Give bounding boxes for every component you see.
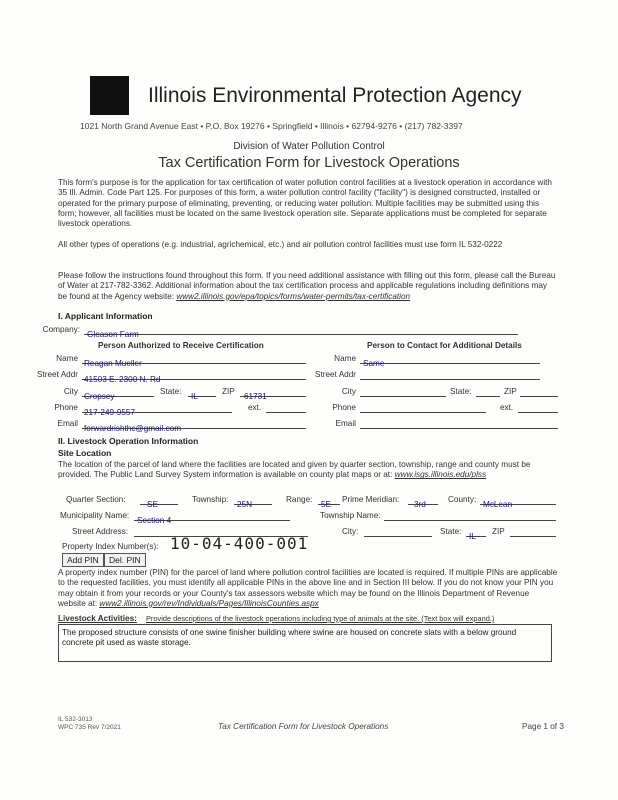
footer-page-number: Page 1 of 3 — [522, 722, 564, 731]
pin-description-text: A property index number (PIN) for the parcel of land where pollution control facilities are located is required. If multiple PINs are applicable to the requested facilities, you must identify all applicable PINs in the above line and in Section III below. If you do not know your PIN you may obtain it from your records or your County's tax assessors website which may be found on the Illinois Department of Revenue website at: — [58, 568, 558, 608]
county-field[interactable] — [480, 494, 556, 509]
county-label: County: — [448, 495, 477, 504]
site-zip-label: ZIP — [492, 527, 505, 536]
left-state-label: State: — [160, 387, 182, 396]
contact-person-heading: Person to Contact for Additional Details — [367, 341, 522, 350]
livestock-activities-hint: Provide descriptions of the livestock operations including type of animals at the site. (Text box will expand.) — [146, 614, 495, 623]
left-phone-label: Phone — [54, 403, 78, 412]
township-name-label: Township Name: — [320, 511, 381, 520]
agency-logo — [90, 76, 129, 115]
illinois-counties-link[interactable]: www2.illinois.gov/rev/Individuals/Pages/IllinoisCounties.aspx — [99, 598, 319, 608]
prime-meridian-value: 3rd — [414, 500, 426, 509]
authorized-person-heading: Person Authorized to Receive Certification — [98, 341, 264, 350]
left-street-field[interactable] — [82, 369, 306, 384]
left-ext-label: ext. — [248, 403, 262, 412]
footer-revision: WPC 735 Rev 7/2021 — [58, 724, 121, 731]
form-title: Tax Certification Form for Livestock Operations — [158, 155, 460, 171]
add-pin-button[interactable]: Add PIN — [62, 553, 104, 567]
right-email-label: Email — [335, 419, 356, 428]
range-label: Range: — [286, 495, 313, 504]
left-phone-value: 217-249-9557 — [84, 408, 135, 417]
right-ext-field[interactable] — [518, 402, 558, 413]
municipality-label: Municipality Name: — [60, 511, 130, 520]
right-city-label: City — [341, 387, 356, 396]
livestock-activities-text: The proposed structure consists of one swine finisher building where swine are housed on concrete slats with a below ground concrete pit used as waste storage. — [62, 628, 517, 647]
left-zip-field[interactable] — [240, 386, 306, 401]
street-address-label: Street Address: — [72, 527, 128, 536]
left-ext-field[interactable] — [266, 402, 306, 413]
section-2-heading: II. Livestock Operation Information — [58, 436, 199, 446]
tax-certification-link[interactable]: www2.illinois.gov/epa/topics/forms/water-permits/tax-certification — [176, 291, 411, 301]
right-email-field[interactable] — [360, 418, 558, 429]
right-zip-field[interactable] — [520, 386, 558, 397]
division-name: Division of Water Pollution Control — [233, 141, 385, 152]
right-phone-label: Phone — [332, 403, 356, 412]
right-state-field[interactable] — [476, 386, 500, 397]
section-1-heading: I. Applicant Information — [58, 311, 153, 321]
intro-paragraph-3 — [58, 271, 558, 302]
prime-meridian-field[interactable] — [408, 494, 438, 509]
pin-description — [58, 568, 558, 609]
left-city-value: Cropsey — [84, 392, 115, 401]
agency-name: Illinois Environmental Protection Agency — [148, 84, 522, 107]
company-label: Company: — [42, 325, 80, 334]
right-street-label: Street Addr — [315, 370, 356, 379]
footer-form-number: IL 532-3013 — [58, 716, 93, 723]
right-zip-label: ZIP — [504, 387, 517, 396]
right-name-field[interactable] — [360, 353, 540, 368]
agency-address: 1021 North Grand Avenue East • P.O. Box 19276 • Springfield • Illinois • 62794-9276 • (217) 782-3397 — [80, 121, 463, 131]
delete-pin-button[interactable]: Del. PIN — [104, 553, 146, 567]
municipality-field[interactable] — [134, 510, 290, 525]
municipality-value: Section 4 — [137, 516, 172, 525]
township-field[interactable] — [234, 494, 272, 509]
quarter-section-value: SE — [147, 500, 158, 509]
left-email-label: Email — [57, 419, 78, 428]
site-location-heading: Site Location — [58, 448, 112, 458]
township-label: Township: — [192, 495, 229, 504]
left-city-field[interactable] — [82, 386, 154, 401]
right-street-field[interactable] — [360, 369, 540, 380]
pin-value[interactable]: 10-04-400-001 — [170, 534, 309, 553]
site-location-text: The location of the parcel of land where the facilities are located and given by quarter section, township, range and county must be provided. The Public Land Survey System information is available on county plat maps or at: — [58, 460, 531, 480]
left-name-field[interactable] — [82, 353, 306, 368]
plss-link[interactable]: www.isgs.illinois.edu/plss — [394, 470, 487, 480]
footer-title: Tax Certification Form for Livestock Operations — [218, 722, 389, 731]
site-location-description — [58, 460, 558, 481]
right-phone-field[interactable] — [360, 402, 486, 413]
site-state-label: State: — [440, 527, 462, 536]
range-field[interactable] — [318, 494, 340, 509]
township-value: 25N — [237, 500, 253, 509]
company-value: Gleason Farm — [87, 330, 139, 339]
range-value: 5E — [321, 500, 332, 509]
quarter-section-field[interactable] — [140, 494, 178, 509]
right-name-label: Name — [334, 354, 356, 363]
left-state-value: IL — [191, 392, 198, 401]
right-state-label: State: — [450, 387, 472, 396]
livestock-activities-textbox[interactable] — [58, 624, 552, 662]
left-name-value: Reagan Mueller — [84, 359, 142, 368]
site-zip-field[interactable] — [510, 526, 556, 537]
pin-label: Property Index Number(s): — [62, 542, 159, 551]
right-city-field[interactable] — [360, 386, 446, 397]
prime-meridian-label: Prime Meridian: — [342, 495, 400, 504]
township-name-field[interactable] — [384, 510, 556, 521]
intro-paragraph-1: This form's purpose is for the application for tax certification of water pollution control facilities at a livestock operation in accordance with 35 Ill. Admin. Code Part 125. For purposes of this form, a water pollution control facility ("facility") is designed constructed, installed or operated for the primary purpose of eliminating, preventing, or reducing water pollution. Multiple facilities may be submitted using this form; however, all facilities must be located on the same livestock operation site. Separate applications must be completed for separate livestock operations. — [58, 178, 552, 229]
right-ext-label: ext. — [500, 403, 514, 412]
left-street-value: 41503 E. 2300 N. Rd — [84, 375, 161, 384]
left-city-label: City — [63, 387, 78, 396]
left-zip-value: 61731 — [244, 392, 267, 401]
left-email-field[interactable] — [82, 418, 306, 433]
left-email-value: forwardrishthc@gmail.com — [84, 424, 182, 433]
livestock-activities-label: Livestock Activities: — [58, 614, 137, 623]
company-field[interactable] — [84, 324, 518, 339]
left-state-field[interactable] — [188, 386, 216, 401]
intro-paragraph-2: All other types of operations (e.g. industrial, agrichemical, etc.) and air pollution control facilities must use form IL 532-0222 — [58, 240, 503, 249]
left-street-label: Street Addr — [37, 370, 78, 379]
intro-paragraph-3-text: Please follow the instructions found throughout this form. If you need additional assistance with filling out this form, please call the Bureau of Water at 217-782-3362. Additional information about the tax certification process and applicable regulations including definitions may be found at the Agency website: — [58, 271, 556, 301]
quarter-section-label: Quarter Section: — [66, 495, 126, 504]
site-state-field[interactable] — [466, 526, 486, 541]
left-name-label: Name — [56, 354, 78, 363]
site-city-label: City: — [342, 527, 359, 536]
site-city-field[interactable] — [364, 526, 432, 537]
right-name-value: Same — [363, 359, 385, 368]
left-phone-field[interactable] — [82, 402, 232, 417]
left-zip-label: ZIP — [222, 387, 235, 396]
county-value: McLean — [483, 500, 513, 509]
site-state-value: IL — [469, 532, 476, 541]
